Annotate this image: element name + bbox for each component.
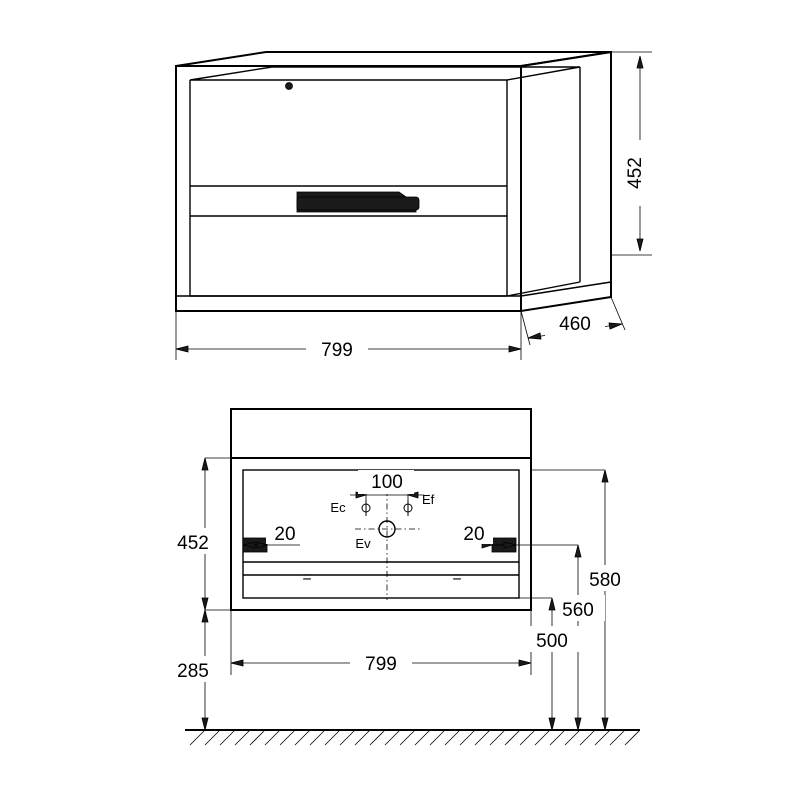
arrow-799-right [509,346,521,352]
arrow-580-top [602,470,608,482]
arrow-452-bottom [637,239,643,251]
arrow-452-front-top [202,458,208,470]
perspective-view [176,52,654,362]
arrow-799-front-left [231,660,243,666]
equal-mark-right: = [452,569,462,586]
arrow-799-front-right [519,660,531,666]
equal-mark-left: = [302,569,312,586]
dim-level-500: 500 [536,631,568,652]
fixing-hole [286,83,293,90]
arrow-500-top [549,598,555,610]
arrow-799-left [176,346,188,352]
dim-width-799-top: 799 [321,340,353,361]
dim-level-580: 580 [589,570,621,591]
dim-tap-spacing-100: 100 [371,472,403,493]
drawer-handle-bar [297,197,419,210]
countertop-slab [231,409,531,458]
dim-left-bracket-20: 20 [274,524,296,545]
arrow-500-bottom [549,718,555,730]
dim-depth-460: 460 [559,314,591,335]
cabinet-top-face [176,52,611,66]
dim-right-bracket-20: 20 [463,524,485,545]
dim-width-799-front: 799 [365,654,397,675]
label-hot-supply: Ef [422,492,435,507]
arrow-285-bottom [202,718,208,730]
cabinet-front-face [176,66,521,311]
dim-height-452-front: 452 [177,533,209,554]
arrow-452-front-bottom [202,598,208,610]
arrow-560-bottom [575,718,581,730]
arrow-560-top [575,545,581,557]
arrow-452-top [637,56,643,68]
cabinet-right-face [521,52,611,311]
floor-hatching [190,730,640,745]
arrow-580-bottom [602,718,608,730]
arrow-285-top [202,610,208,622]
arrow-460-left [528,333,541,339]
dim-level-560: 560 [562,600,594,621]
label-waste: Ev [355,536,371,551]
ext-line-460-left [521,311,530,345]
label-cold-supply: Ec [330,500,346,515]
dim-height-452-top: 452 [625,157,646,189]
arrow-460-right [609,323,622,329]
dim-floor-gap-285: 285 [177,661,209,682]
front-elevation-view [167,409,640,745]
